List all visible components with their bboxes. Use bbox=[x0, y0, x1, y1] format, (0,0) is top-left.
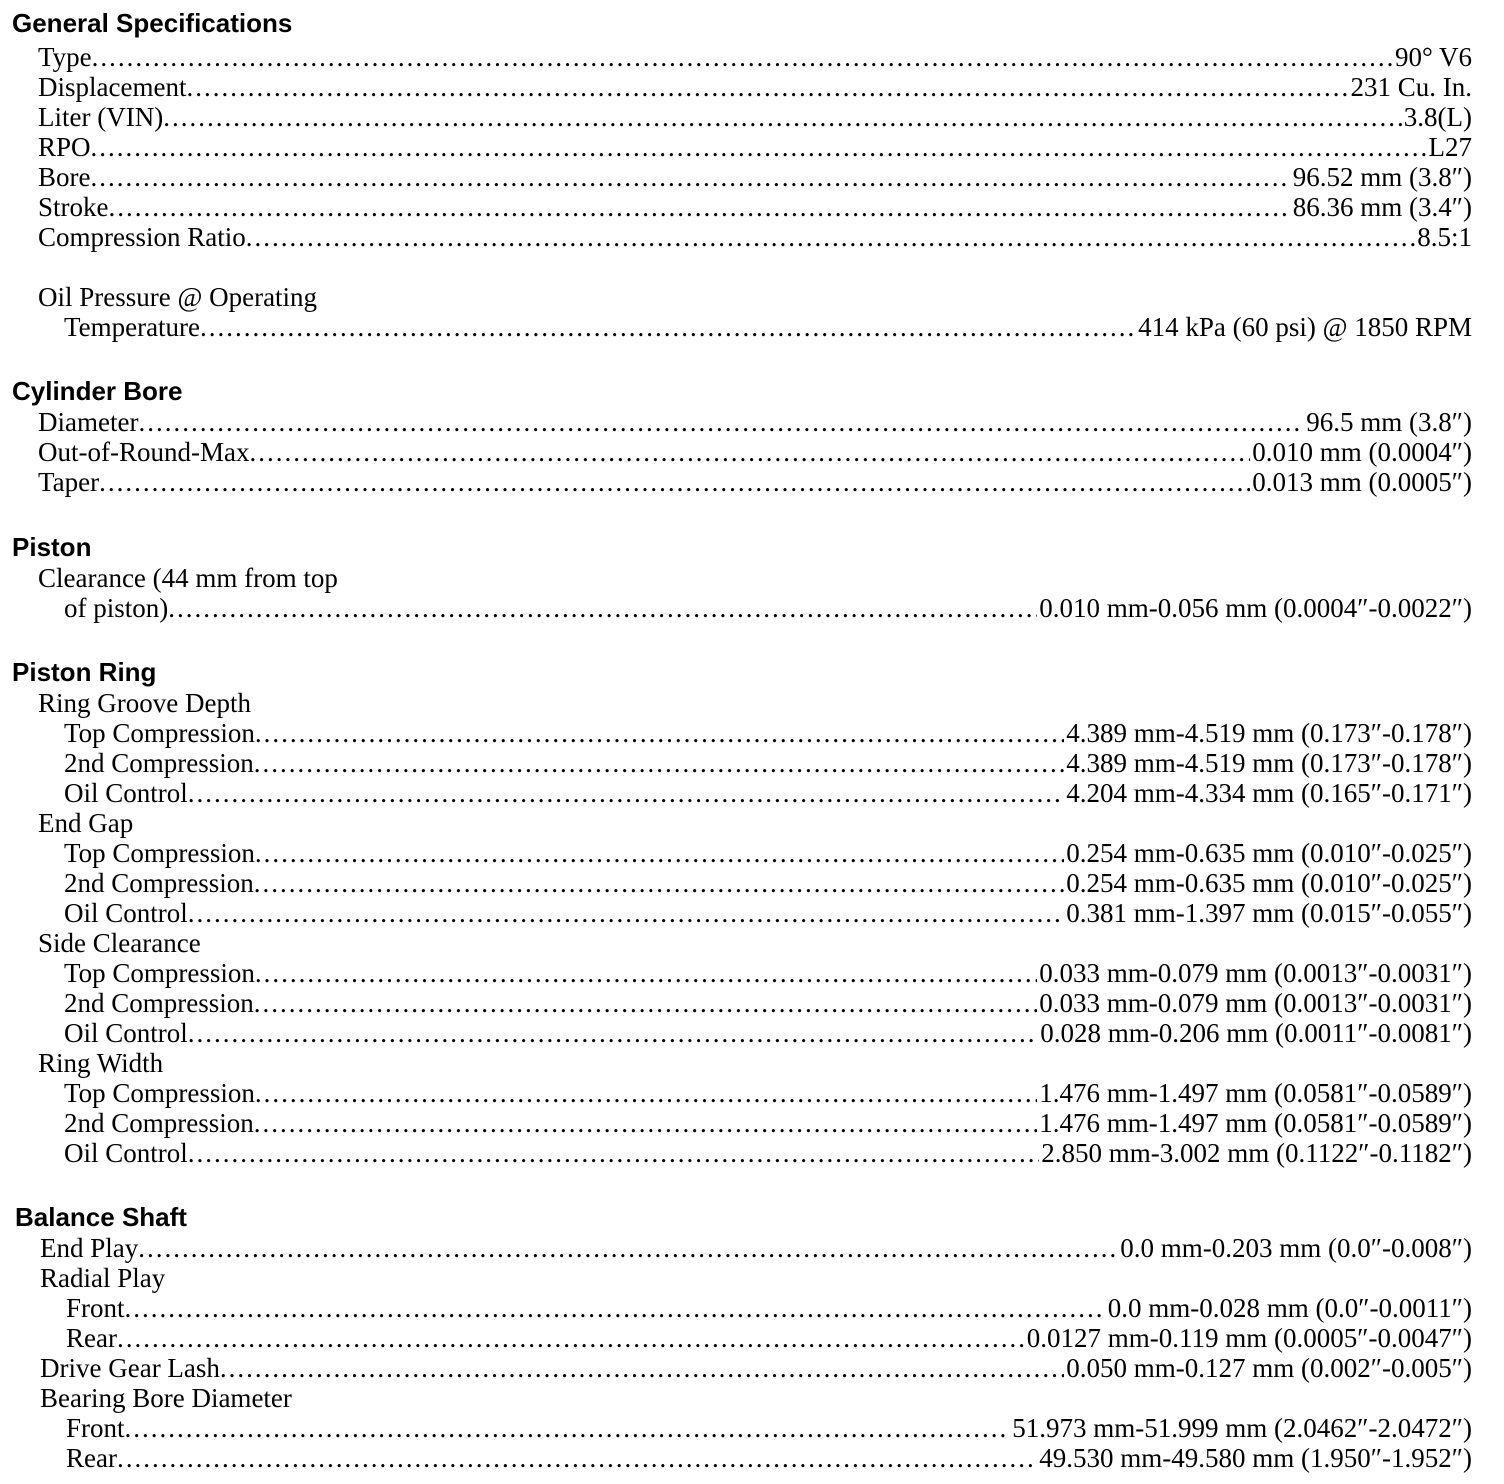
spec-row-groove-oil bbox=[64, 778, 1472, 808]
dot-leader bbox=[249, 437, 1250, 467]
spec-value: 1.476 mm-1.497 mm (0.0581″-0.0589″) bbox=[1039, 1078, 1472, 1108]
spec-label: Stroke bbox=[38, 192, 109, 222]
dot-leader bbox=[188, 1138, 1040, 1168]
spec-row-liter bbox=[38, 102, 1472, 132]
dot-leader bbox=[117, 1323, 1025, 1353]
spec-value: 0.381 mm-1.397 mm (0.015″-0.055″) bbox=[1066, 898, 1472, 928]
spec-value: 96.5 mm (3.8″) bbox=[1306, 407, 1472, 437]
spec-value: 0.0127 mm-0.119 mm (0.0005″-0.0047″) bbox=[1026, 1323, 1472, 1353]
dot-leader bbox=[188, 778, 1065, 808]
spec-label: 2nd Compression bbox=[64, 988, 254, 1018]
spec-value: 4.204 mm-4.334 mm (0.165″-0.171″) bbox=[1066, 778, 1472, 808]
spec-value: 0.013 mm (0.0005″) bbox=[1252, 467, 1472, 497]
spec-label: Rear bbox=[66, 1443, 117, 1473]
spec-row-side-top bbox=[64, 958, 1472, 988]
dot-leader bbox=[168, 593, 1037, 623]
spec-row-radial-rear bbox=[66, 1323, 1472, 1353]
spec-value: 0.0 mm-0.028 mm (0.0″-0.0011″) bbox=[1107, 1293, 1472, 1323]
spec-row-stroke bbox=[38, 192, 1472, 222]
spec-row-side-oil bbox=[64, 1018, 1472, 1048]
dot-leader bbox=[117, 1443, 1037, 1473]
spec-label: Diameter bbox=[38, 407, 139, 437]
spec-value: 3.8(L) bbox=[1403, 102, 1472, 132]
spec-row-taper bbox=[38, 467, 1472, 497]
dot-leader bbox=[92, 42, 1393, 72]
spec-row-bearing-front bbox=[66, 1413, 1472, 1443]
spec-value: 51.973 mm-51.999 mm (2.0462″-2.0472″) bbox=[1012, 1413, 1472, 1443]
spec-row-width-2nd bbox=[64, 1108, 1472, 1138]
spec-value: 2.850 mm-3.002 mm (0.1122″-0.1182″) bbox=[1041, 1138, 1472, 1168]
spec-label: Top Compression bbox=[64, 1078, 255, 1108]
spec-label: Front bbox=[66, 1413, 125, 1443]
dot-leader bbox=[188, 1018, 1039, 1048]
spec-row-gap-2nd bbox=[64, 868, 1472, 898]
dot-leader bbox=[254, 1108, 1038, 1138]
spec-label: Liter (VIN) bbox=[38, 102, 164, 132]
spec-row-groove-2nd bbox=[64, 748, 1472, 778]
spec-value: 0.028 mm-0.206 mm (0.0011″-0.0081″) bbox=[1040, 1018, 1472, 1048]
spec-row-bearing-rear bbox=[66, 1443, 1472, 1473]
section-heading-piston: Piston bbox=[12, 532, 92, 562]
spec-value: 0.033 mm-0.079 mm (0.0013″-0.0031″) bbox=[1039, 958, 1472, 988]
spec-row-gap-oil bbox=[64, 898, 1472, 928]
spec-label: Top Compression bbox=[64, 958, 255, 988]
spec-label: Out-of-Round-Max bbox=[38, 437, 250, 467]
spec-label: Bore bbox=[38, 162, 91, 192]
spec-value: 49.530 mm-49.580 mm (1.950″-1.952″) bbox=[1039, 1443, 1472, 1473]
spec-label: Displacement bbox=[38, 72, 187, 102]
dot-leader bbox=[255, 958, 1037, 988]
spec-row-width-oil bbox=[64, 1138, 1472, 1168]
spec-row-displacement bbox=[38, 72, 1472, 102]
spec-value: 4.389 mm-4.519 mm (0.173″-0.178″) bbox=[1066, 718, 1472, 748]
section-heading-cylinder-bore: Cylinder Bore bbox=[12, 376, 183, 406]
spec-row-end-play bbox=[40, 1233, 1472, 1263]
dot-leader bbox=[138, 407, 1304, 437]
spec-value: 1.476 mm-1.497 mm (0.0581″-0.0589″) bbox=[1039, 1108, 1472, 1138]
spec-label: Drive Gear Lash bbox=[40, 1353, 220, 1383]
dot-leader bbox=[109, 192, 1291, 222]
spec-row-groove-top bbox=[64, 718, 1472, 748]
subgroup-title-radial-play: Radial Play bbox=[40, 1263, 166, 1293]
spec-label: Oil Control bbox=[64, 1018, 188, 1048]
spec-value: 231 Cu. In. bbox=[1350, 72, 1472, 102]
spec-value: 414 kPa (60 psi) @ 1850 RPM bbox=[1138, 312, 1472, 342]
spec-label: 2nd Compression bbox=[64, 868, 254, 898]
spec-row-out-of-round bbox=[38, 437, 1472, 467]
spec-row-rpo bbox=[38, 132, 1472, 162]
section-heading-balance-shaft: Balance Shaft bbox=[15, 1202, 187, 1232]
subgroup-title-bearing-bore: Bearing Bore Diameter bbox=[40, 1383, 292, 1413]
section-heading-piston-ring: Piston Ring bbox=[12, 657, 157, 687]
dot-leader bbox=[254, 868, 1065, 898]
dot-leader bbox=[255, 1078, 1037, 1108]
spec-label: Type bbox=[38, 42, 92, 72]
spec-label: 2nd Compression bbox=[64, 748, 254, 778]
spec-row-piston-clearance bbox=[64, 593, 1472, 623]
spec-value: 86.36 mm (3.4″) bbox=[1292, 192, 1472, 222]
spec-label: Oil Control bbox=[64, 778, 188, 808]
spec-value: 0.0 mm-0.203 mm (0.0″-0.008″) bbox=[1120, 1233, 1472, 1263]
dot-leader bbox=[188, 898, 1065, 928]
spec-row-side-2nd bbox=[64, 988, 1472, 1018]
dot-leader bbox=[254, 748, 1065, 778]
spec-label: 2nd Compression bbox=[64, 1108, 254, 1138]
dot-leader bbox=[99, 467, 1250, 497]
spec-row-width-top bbox=[64, 1078, 1472, 1108]
subgroup-title-ring-width: Ring Width bbox=[38, 1048, 164, 1078]
spec-value: 0.050 mm-0.127 mm (0.002″-0.005″) bbox=[1066, 1353, 1472, 1383]
dot-leader bbox=[255, 718, 1064, 748]
spec-row-drive-gear-lash bbox=[40, 1353, 1472, 1383]
spec-label: Top Compression bbox=[64, 718, 255, 748]
dot-leader bbox=[138, 1233, 1118, 1263]
dot-leader bbox=[200, 312, 1136, 342]
dot-leader bbox=[255, 838, 1064, 868]
spec-row-oil-pressure bbox=[64, 312, 1472, 342]
spec-label: Front bbox=[66, 1293, 125, 1323]
subgroup-title-side-clearance: Side Clearance bbox=[38, 928, 201, 958]
spec-row-radial-front bbox=[66, 1293, 1472, 1323]
dot-leader bbox=[125, 1413, 1011, 1443]
subgroup-title-groove-depth: Ring Groove Depth bbox=[38, 688, 251, 718]
piston-clearance-label: Clearance (44 mm from top bbox=[38, 563, 338, 593]
dot-leader bbox=[90, 162, 1290, 192]
spec-label: RPO bbox=[38, 132, 91, 162]
spec-value: 8.5:1 bbox=[1417, 222, 1472, 252]
spec-label: Top Compression bbox=[64, 838, 255, 868]
spec-row-diameter bbox=[38, 407, 1472, 437]
spec-label: Oil Control bbox=[64, 1138, 188, 1168]
dot-leader bbox=[254, 988, 1038, 1018]
spec-value: 0.010 mm-0.056 mm (0.0004″-0.0022″) bbox=[1039, 593, 1472, 623]
dot-leader bbox=[125, 1293, 1106, 1323]
spec-value: 0.254 mm-0.635 mm (0.010″-0.025″) bbox=[1066, 868, 1472, 898]
spec-row-type bbox=[38, 42, 1472, 72]
spec-row-gap-top bbox=[64, 838, 1472, 868]
spec-label: Taper bbox=[38, 467, 100, 497]
spec-value: 96.52 mm (3.8″) bbox=[1292, 162, 1472, 192]
spec-value: 0.010 mm (0.0004″) bbox=[1252, 437, 1472, 467]
spec-label: Temperature bbox=[64, 312, 201, 342]
spec-row-bore bbox=[38, 162, 1472, 192]
spec-value: 4.389 mm-4.519 mm (0.173″-0.178″) bbox=[1066, 748, 1472, 778]
oil-pressure-label: Oil Pressure @ Operating bbox=[38, 282, 318, 312]
spec-row-compression-ratio bbox=[38, 222, 1472, 252]
spec-label: End Play bbox=[40, 1233, 139, 1263]
section-heading-general: General Specifications bbox=[12, 8, 293, 38]
dot-leader bbox=[91, 132, 1427, 162]
spec-value: 0.033 mm-0.079 mm (0.0013″-0.0031″) bbox=[1039, 988, 1472, 1018]
dot-leader bbox=[246, 222, 1415, 252]
spec-value: 90° V6 bbox=[1394, 42, 1472, 72]
dot-leader bbox=[163, 102, 1402, 132]
dot-leader bbox=[220, 1353, 1064, 1383]
spec-label: Rear bbox=[66, 1323, 117, 1353]
spec-label: Oil Control bbox=[64, 898, 188, 928]
subgroup-title-end-gap: End Gap bbox=[38, 808, 134, 838]
spec-label: Compression Ratio bbox=[38, 222, 246, 252]
spec-value: L27 bbox=[1428, 132, 1472, 162]
spec-value: 0.254 mm-0.635 mm (0.010″-0.025″) bbox=[1066, 838, 1472, 868]
dot-leader bbox=[186, 72, 1348, 102]
spec-label: of piston) bbox=[64, 593, 169, 623]
